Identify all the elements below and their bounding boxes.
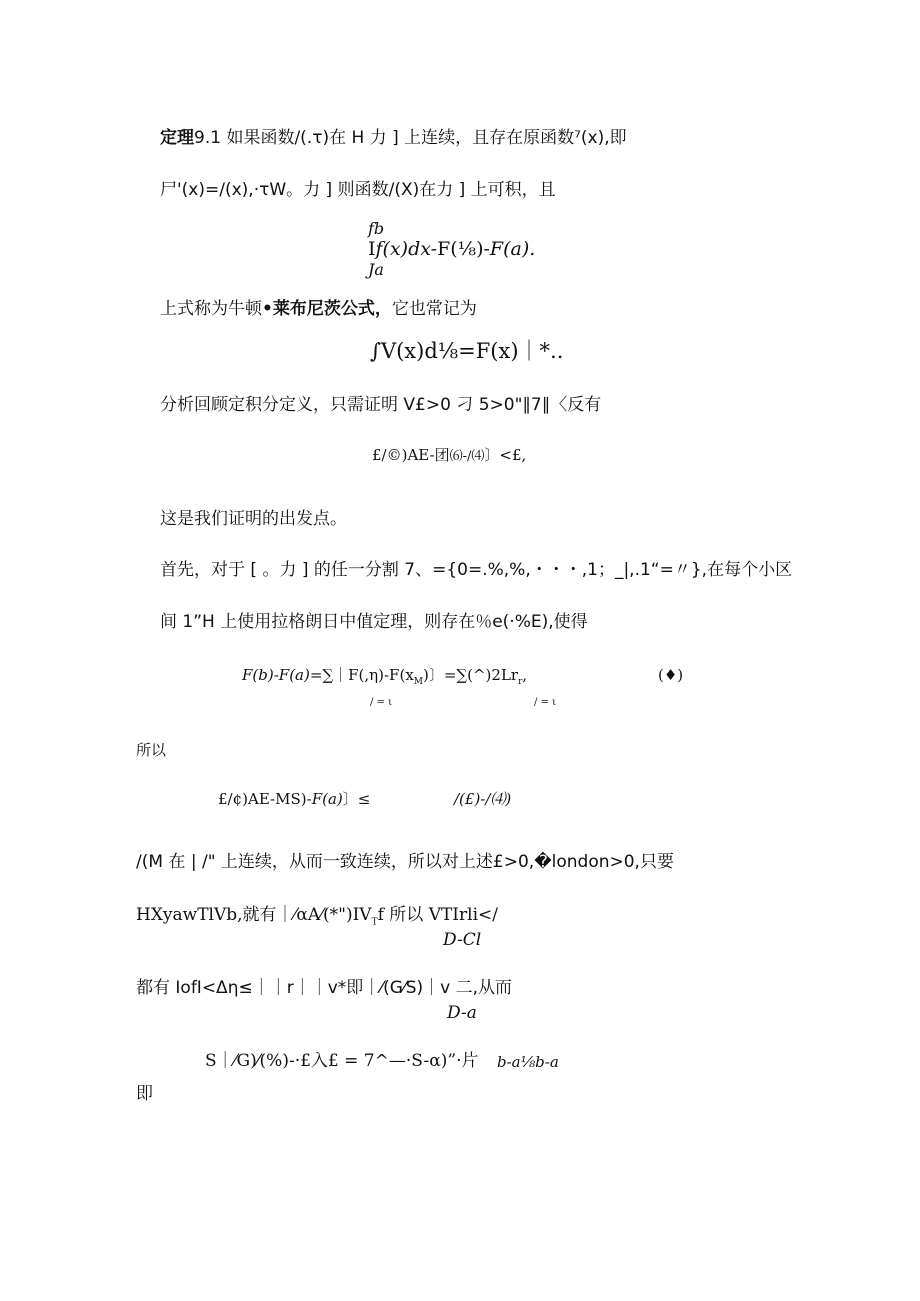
analysis-line: 分析回顾定积分定义，只需证明 V£>0 刁 5>0"∥7∥〈反有 — [160, 395, 602, 415]
integral-upper-limit: fb — [368, 219, 385, 238]
inequality-2-left — [218, 788, 370, 810]
ji-line: 即 — [136, 1084, 153, 1104]
sum-index-1: / = ι — [370, 697, 393, 708]
hx-sub: T — [371, 917, 378, 928]
continuity-line: /(M 在 | /" 上连续，从而一致连续，所以对上述£>0,�london>0,只要 — [136, 852, 674, 872]
sum-index-2: / = ι — [534, 697, 557, 708]
ineq-left: £/©)AE-团 — [372, 446, 450, 464]
s-line-tail: b-a⅛b-a — [497, 1053, 559, 1071]
hx-denominator: D-Cl — [443, 930, 482, 950]
integrand: f(x)dx- — [375, 238, 438, 260]
hx-tail: f 所以 VTIrli</ — [377, 905, 498, 925]
theorem-label: 定理 — [160, 128, 194, 148]
equation-tag: (♦) — [658, 666, 684, 684]
s-line: S｜⁄G)⁄(%)-·£入£ = 7^—·S-α)”·片 — [205, 1051, 479, 1071]
ineq-right: 〕<£, — [484, 446, 527, 464]
nl-post: 它也常记为 — [391, 299, 477, 319]
ineq-small: ⑹-/⑷ — [449, 449, 485, 464]
formula-mid: F(⅛)- — [437, 238, 490, 260]
ineq2-left-italic: F(a) — [311, 790, 343, 808]
eq-mid: =∑｜F(,η)-F(x — [309, 666, 414, 684]
nl-pre: 上式称为牛顿 — [160, 299, 262, 319]
start-point-line: 这是我们证明的出发点。 — [160, 509, 347, 529]
theorem-text: 9.1 如果函数/(.τ)在 H 力 ] 上连续，且存在原函数⁷(x),即 — [194, 128, 627, 148]
eq-left: F(b)-F(a) — [242, 666, 310, 684]
partition-line: 首先，对于 [ 。力 ] 的任一分割 7、={0=.%,%,・・・,1；_|,.1“=〃},在每个小区 — [160, 560, 793, 580]
eq-sub-r: r — [518, 677, 523, 687]
sum-equation — [242, 664, 527, 693]
ineq2-left-text: £/¢)AE-MS)- — [218, 790, 312, 808]
interval-line: 间 1”H 上使用拉格朗日中值定理，则存在％e(·%E),使得 — [160, 612, 588, 632]
formula-end: F(a). — [489, 238, 536, 260]
formula-short: ∫V(x)d⅛=F(x)｜*.. — [370, 339, 564, 363]
eq-mid2: )〕=∑(^)2Lr — [423, 666, 519, 684]
target-inequality — [372, 444, 526, 468]
nl-name: •莱布尼茨公式， — [262, 299, 392, 319]
newton-leibniz-formula — [368, 238, 535, 260]
theorem-line-2: 尸'(x)=/(x),·τW。力 ] 则函数/(X)在力 ] 上可积，且 — [160, 180, 556, 200]
inequality-2-right: /(£)-/⑷) — [454, 790, 512, 808]
eq-tail: , — [522, 666, 528, 684]
theorem-line-1 — [160, 127, 627, 149]
integral-lower-limit: Ja — [368, 260, 384, 279]
dou-denominator: D-a — [447, 1003, 477, 1023]
hx-text: HXyawTlVb,就有｜⁄αA⁄(*")IV — [136, 905, 372, 925]
nl-sentence — [160, 298, 477, 320]
eq-sub-m: M — [413, 677, 423, 687]
integral-sign: I — [368, 238, 376, 260]
suoyi-line: 所以 — [136, 741, 167, 759]
ineq2-left-end: 〕≤ — [342, 790, 371, 808]
dou-line: 都有 IofI<Δη≤｜｜r｜｜v*即｜⁄(G⁄S)｜v 二,从而 — [136, 978, 513, 998]
